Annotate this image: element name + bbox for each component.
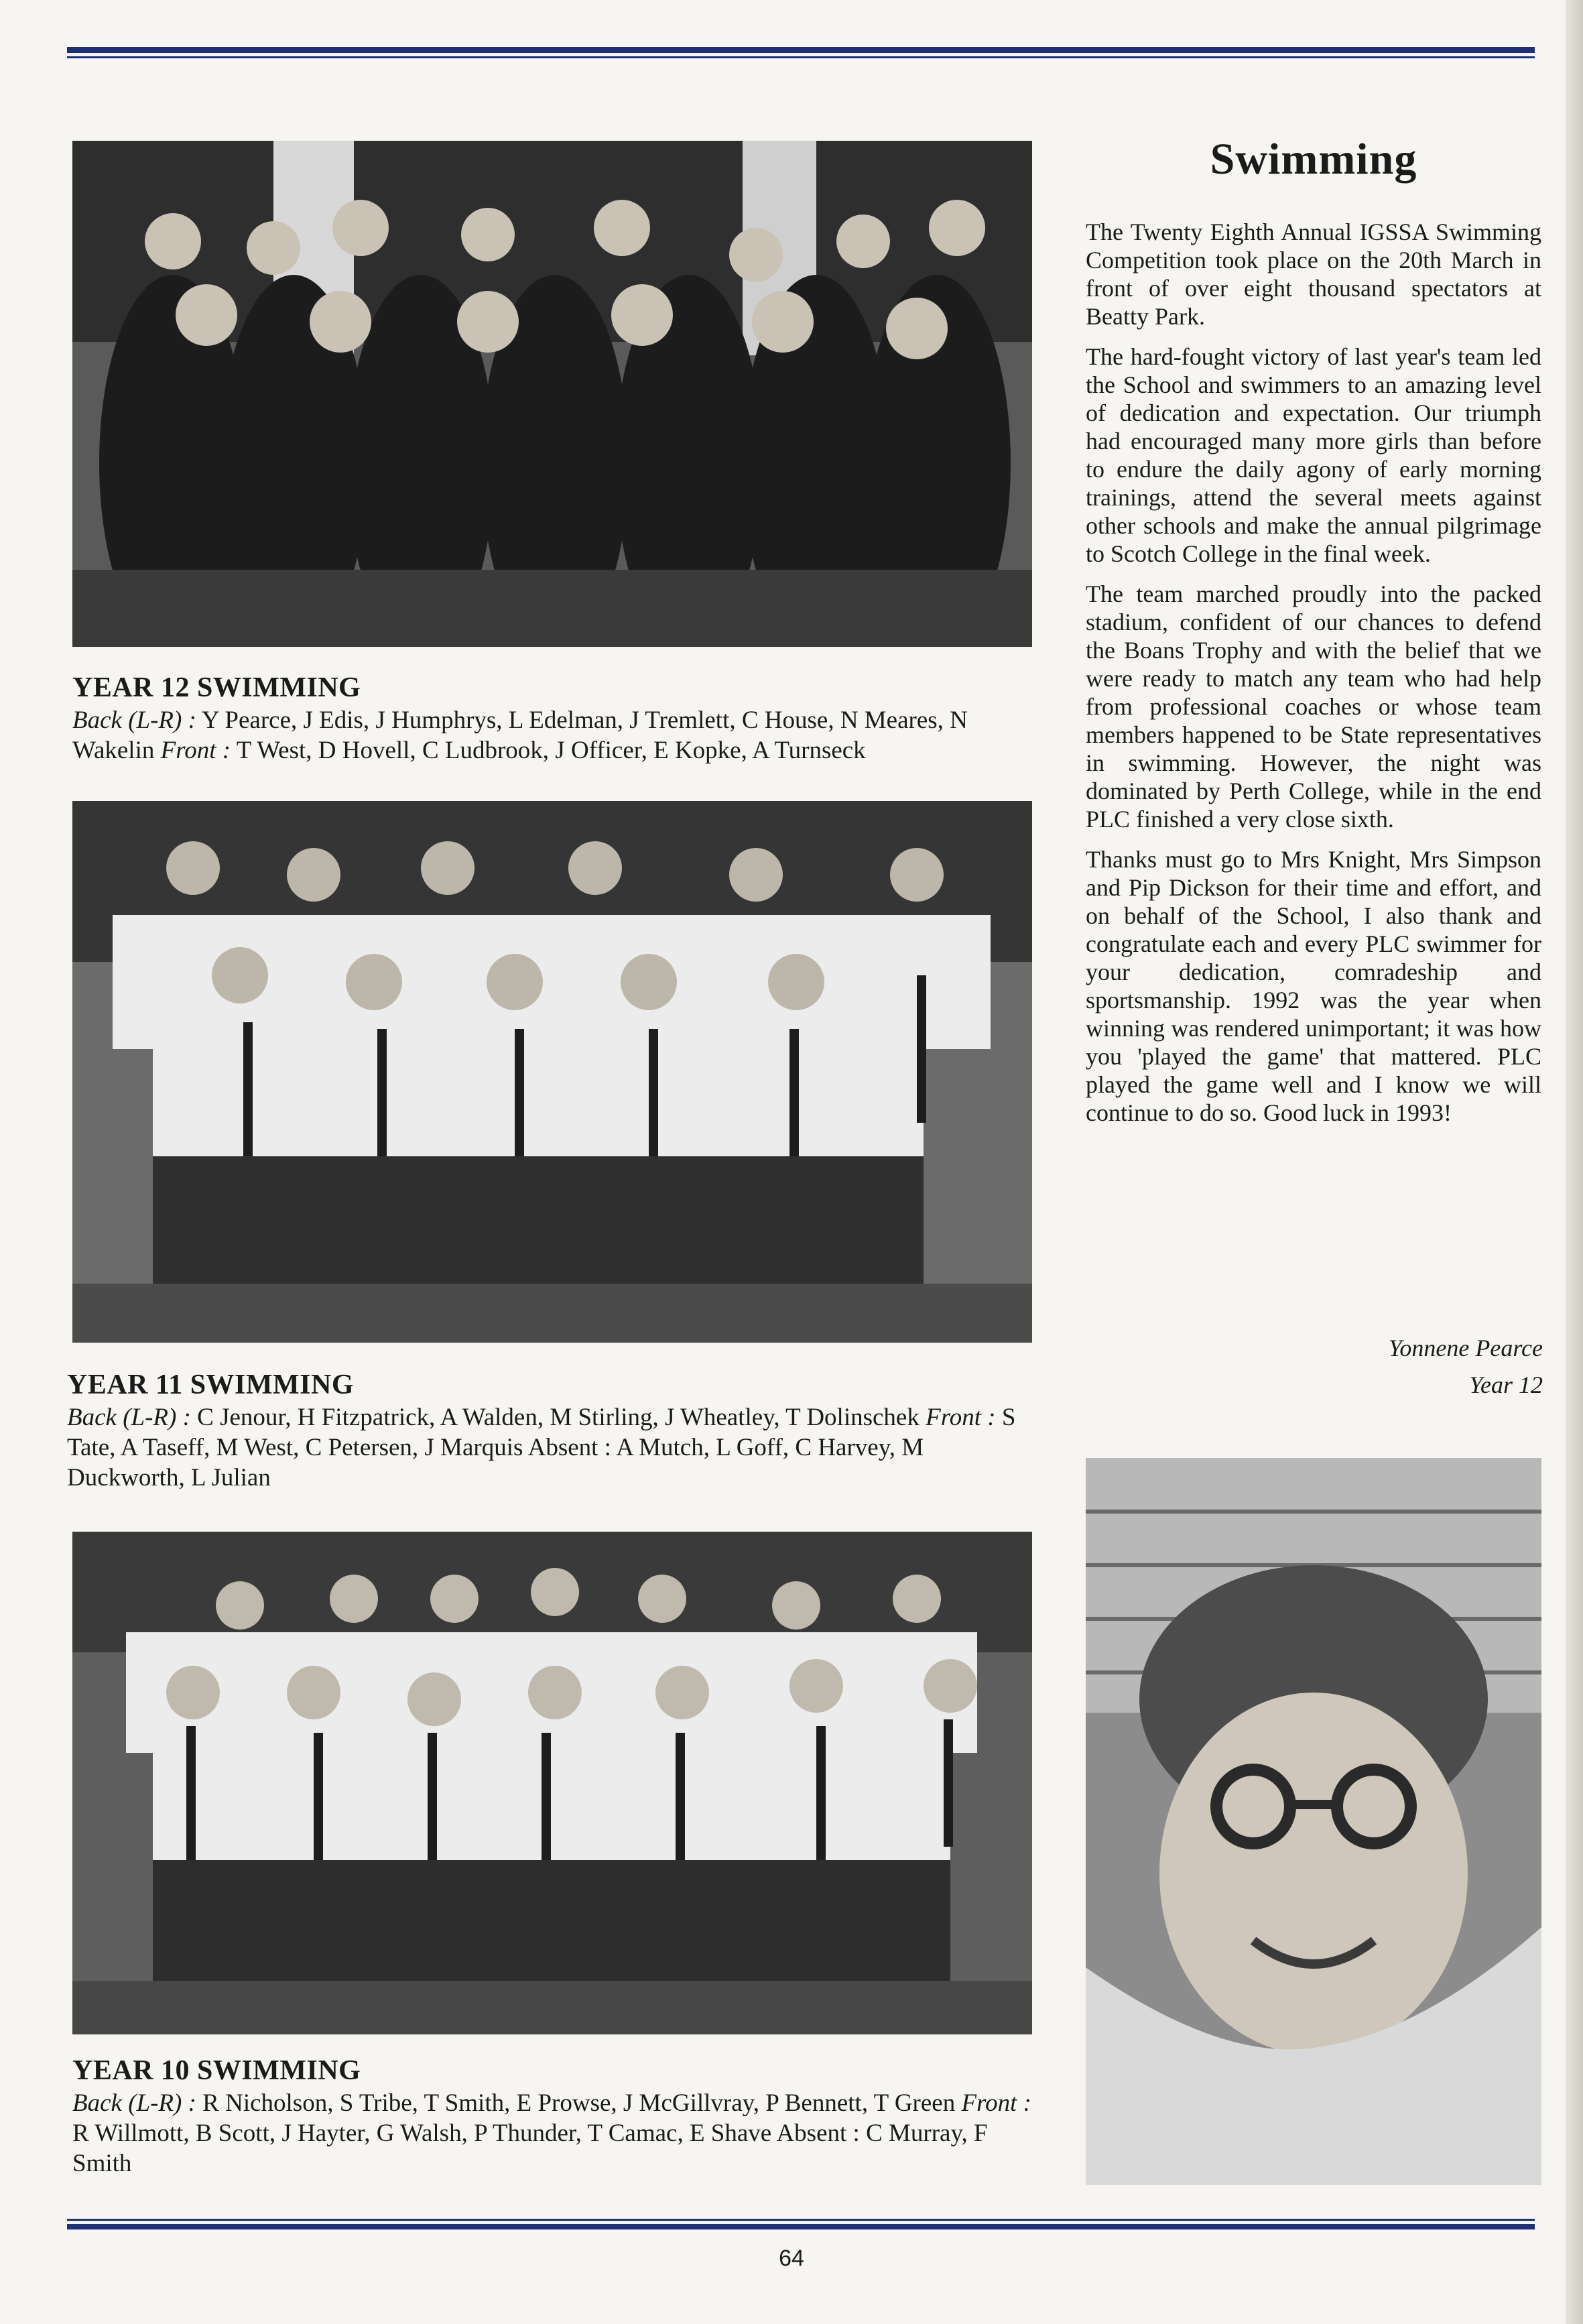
top-rule-thin — [67, 56, 1535, 58]
back-label: Back (L-R) : — [72, 707, 196, 734]
article-title: Swimming — [1210, 135, 1417, 184]
front-names: R Willmott, B Scott, J Hayter, G Walsh, P Thunder, T Camac, E Shave — [72, 2120, 772, 2147]
front-label: Front : — [926, 1404, 996, 1431]
author-year: Year 12 — [1469, 1371, 1543, 1398]
year12-caption — [72, 670, 1032, 766]
year11-names — [67, 1402, 1032, 1493]
article-paragraph: The hard-fought victory of last year's team led the School and swimmers to an amazing level of dedication and expectation. Our triumph had encouraged many more girls than before to endure the daily agony of early morning trainings, attend the several meets against other schools and make the annual pilgrimage to Scotch College in the final week. — [1086, 343, 1541, 567]
back-names: R Nicholson, S Tribe, T Smith, E Prowse, J McGillvray, P Bennett, T Green — [202, 2089, 956, 2117]
year11-team-photo — [72, 801, 1032, 1343]
bottom-rule — [67, 2224, 1535, 2229]
swimmer-photo — [1086, 1458, 1541, 2185]
page-number: 64 — [779, 2246, 804, 2271]
top-rule — [67, 47, 1535, 53]
article-body — [1086, 218, 1541, 1139]
year10-heading: YEAR 10 SWIMMING — [72, 2055, 361, 2086]
author-name: Yonnene Pearce — [1388, 1335, 1543, 1361]
absent-label: Absent : — [776, 2120, 860, 2147]
year12-team-photo — [72, 141, 1032, 647]
year12-names — [72, 705, 1032, 766]
article-paragraph: The Twenty Eighth Annual IGSSA Swimming Competition took place on the 20th March in front of over eight thousand spectators at Beatty Park. — [1086, 219, 1541, 330]
front-names: S Tate, A Taseff, M West, C Petersen, J Marquis — [67, 1404, 1016, 1461]
year10-team-photo — [72, 1532, 1032, 2034]
absent-label: Absent : — [527, 1434, 611, 1461]
back-label: Back (L-R) : — [67, 1404, 191, 1431]
back-names: C Jenour, H Fitzpatrick, A Walden, M Stirling, J Wheatley, T Dolinschek — [197, 1404, 920, 1431]
article-paragraph: The team marched proudly into the packed stadium, confident of our chances to defend the Boans Trophy and with the belief that we were ready to match any team who had help from professional coaches or whose team members happened to be State representatives in swimming. However, the night was dominated by Perth College, while in the end PLC finished a very close sixth. — [1086, 580, 1541, 833]
front-names: T West, D Hovell, C Ludbrook, J Officer, E Kopke, A Turnseck — [236, 737, 866, 764]
article-paragraph: Thanks must go to Mrs Knight, Mrs Simpson and Pip Dickson for their time and effort, and on behalf of the School, I also thank and congratulate each and every PLC swimmer for your dedication, comradeship and sportsmanship. 1992 was the year when winning was rendered unimportant; it was how you 'played the game' that mattered. PLC played the game well and I know we will continue to do so. Good luck in 1993! — [1086, 846, 1541, 1126]
year10-names — [72, 2088, 1032, 2179]
year11-caption — [67, 1367, 1032, 1493]
back-names: Y Pearce, J Edis, J Humphrys, L Edelman, J Tremlett, C House, N Meares, N Wakelin — [72, 707, 968, 764]
back-label: Back (L-R) : — [72, 2089, 196, 2117]
absent-names: C Murray, F Smith — [72, 2120, 988, 2177]
bottom-rule-thin — [67, 2219, 1535, 2221]
year10-caption — [72, 2053, 1032, 2179]
page-edge-shadow — [1566, 0, 1583, 2324]
year12-heading: YEAR 12 SWIMMING — [72, 672, 361, 703]
absent-names: A Mutch, L Goff, C Harvey, M Duckworth, L Julian — [67, 1434, 924, 1491]
front-label: Front : — [160, 737, 231, 764]
front-label: Front : — [961, 2089, 1031, 2117]
year11-heading: YEAR 11 SWIMMING — [67, 1369, 355, 1400]
